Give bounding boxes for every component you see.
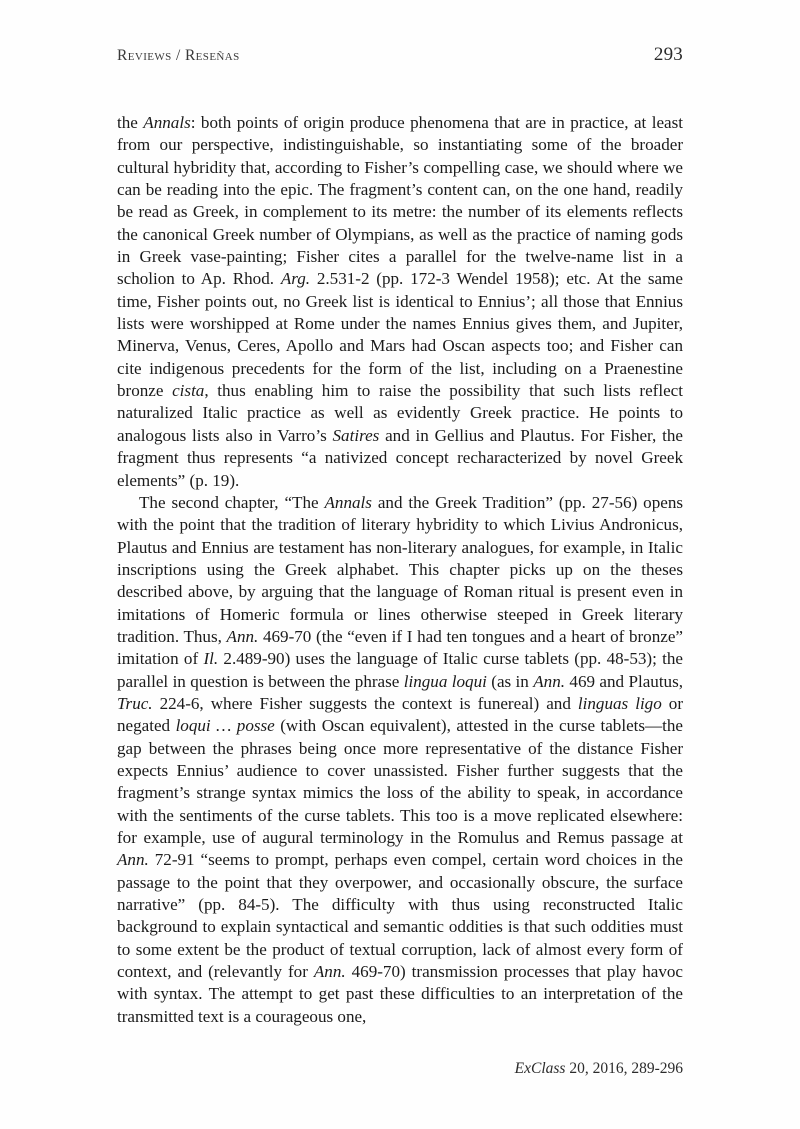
text-run: 2.489-90) uses the language of Italic curse tablets (pp. 48-53); the parallel in question is between the phrase [117, 649, 683, 691]
italic-term: Ann. [226, 626, 259, 646]
text-run: (as in [486, 671, 534, 691]
page-number: 293 [653, 44, 683, 65]
journal-citation: 20, 2016, 289-296 [565, 1060, 683, 1077]
text-run: and the Greek Tradition” (pp. 27-56) opens with the point that the tradition of literary hybridity to which Livius Andronicus, Plautus and Ennius are testament has non-literary analogues, for example, in Italic inscriptions using the Greek alphabet. This chapter picks up on the theses described above, by arguing that the language of Roman ritual is present even in imitations of Homeric formula or lines otherwise steeped in Greek literary tradition. Thus, [117, 492, 684, 646]
italic-term: cista [172, 381, 205, 401]
text-run: or negated [117, 693, 684, 736]
italic-term: Arg. [280, 269, 311, 289]
body-text-block [117, 112, 683, 1028]
text-run: the [117, 113, 144, 132]
italic-term: loqui … posse [175, 716, 275, 736]
text-run: , thus enabling him to raise the possibility that such lists reflect naturalized Italic practice as well as evidently Greek practice. He points to analogous lists also in Varro’s [117, 381, 683, 445]
italic-term: Ann. [117, 850, 149, 870]
text-run: (with Oscan equivalent), attested in the curse tablets—the gap between the phrases being once more representative of the distance Fisher expects Ennius’ audience to cover unassisted. Fisher further suggests that the fragment’s strange syntax mimics the loss of the ability to speak, in accordance with the sentiments of the curse tablets. This too is a move replicated elsewhere: for example, use of augural terminology in the Romulus and Remus passage at [117, 716, 683, 847]
italic-term: Ann. [313, 962, 346, 982]
text-run: 469-70) transmission processes that play havoc with syntax. The attempt to get past these difficulties to an interpretation of the transmitted text is a courageous one, [117, 962, 683, 1026]
running-head [117, 44, 683, 70]
italic-term: Satires [332, 425, 380, 445]
italic-term: Truc. [117, 693, 153, 713]
text-run: 469 and Plautus, [565, 671, 683, 691]
text-run: The second chapter, “The [139, 492, 325, 512]
text-run: 469-70 (the “even if I had ten tongues and a heart of bronze” imitation of [117, 626, 683, 669]
italic-term: Annals [324, 492, 372, 512]
text-run: 224-6, where Fisher suggests the context is funereal) and [152, 693, 578, 713]
running-head-title: Reviews / Reseñas [117, 47, 240, 64]
text-run: 72-91 “seems to prompt, perhaps even compel, certain word choices in the passage to the point that they overpower, and occasionally obscure, the surface narrative” (pp. 84-5). The difficulty with thus using reconstructed Italic background to explain syntactical and semantic oddities is that such oddities must to some extent be the product of textual corruption, lack of almost every form of context, and (relevantly for [117, 850, 683, 982]
text-run: and in Gellius and Plautus. For Fisher, the fragment thus represents “a nativized concept recharacterized by novel Greek elements” (p. 19). [117, 425, 683, 490]
paragraph [117, 492, 683, 1028]
italic-term: Annals [143, 113, 191, 132]
italic-term: Il. [203, 649, 219, 669]
text-run: : both points of origin produce phenomena that are in practice, at least from our perspective, indistinguishable, so instantiating some of the broader cultural hybridity that, according to Fisher’s compelling case, we should where we can be reading into the epic. The fragment’s content can, on the one hand, readily be read as Greek, in complement to its metre: the number of its elements reflects the canonical Greek number of Olympians, as well as the practice of naming gods in Greek vase-painting; Fisher cites a parallel for the twelve-name list in a scholion to Ap. Rhod. [117, 113, 683, 289]
journal-name: ExClass [514, 1060, 566, 1077]
italic-term: lingua loqui [403, 671, 487, 691]
text-run: 2.531-2 (pp. 172-3 Wendel 1958); etc. At the same time, Fisher points out, no Greek list is identical to Ennius’; all those that Ennius lists were worshipped at Rome under the names Ennius gives them, and Jupiter, Minerva, Venus, Ceres, Apollo and Mars had Oscan aspects too; and Fisher can cite indigenous precedents for the form of the list, including on a Praenestine bronze [117, 269, 683, 401]
italic-term: linguas ligo [577, 693, 662, 713]
paragraph [117, 112, 683, 492]
page-footer [117, 1060, 683, 1078]
italic-term: Ann. [533, 671, 566, 691]
